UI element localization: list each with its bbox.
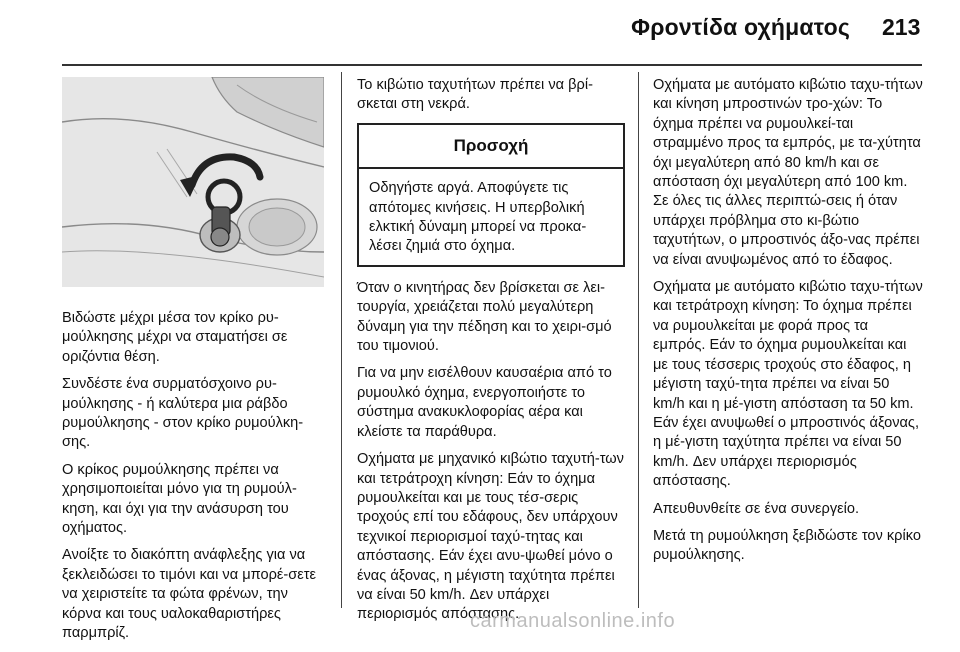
column-divider-2 — [638, 72, 639, 608]
paragraph: Μετά τη ρυμούλκηση ξεβιδώστε τον κρίκο ρυμούλκησης. — [653, 527, 921, 564]
paragraph: Το κιβώτιο ταχυτήτων πρέπει να βρί-σκεται στη νεκρά. — [357, 77, 593, 113]
warning-box — [357, 123, 625, 267]
paragraph: Βιδώστε μέχρι μέσα τον κρίκο ρυ-μούλκησης μέχρι να σταματήσει σε οριζόντια θέση. — [62, 310, 288, 365]
paragraph: Συνδέστε ένα συρματόσχοινο ρυ-μούλκησης - ή καλύτερα μια ράβδο ρυμούλκησης - στον κρίκο ρυμούλκη-σης. — [62, 376, 304, 451]
paragraph: Απευθυνθείτε σε ένα συνεργείο. — [653, 500, 860, 517]
paragraph: Ο κρίκος ρυμούλκησης πρέπει να χρησιμοποιείται μόνο για τη ρυμούλ-κηση, και όχι για την ανάσυρση του οχήματος. — [62, 461, 297, 537]
paragraph: Όταν ο κινητήρας δεν βρίσκεται σε λει-τουργία, χρειάζεται πολύ μεγαλύτερη δύναμη για την πέδηση και το χειρι-σμό του τιμονιού. — [357, 279, 612, 355]
header-divider — [62, 64, 922, 66]
column-left — [62, 309, 330, 652]
warning-text: Οδηγήστε αργά. Αποφύγετε τις απότομες κινήσεις. Η υπερβολική ελκτική δύναμη μπορεί να προκα-λέσει ζημιά στο όχημα. — [369, 180, 587, 255]
page-header-title: Φροντίδα οχήματος — [631, 14, 850, 40]
watermark: carmanualsonline.info — [470, 610, 676, 632]
towing-eye-illustration — [62, 77, 324, 287]
bumper-drawing — [62, 77, 324, 287]
paragraph: Ανοίξτε το διακόπτη ανάφλεξης για να ξεκλειδώσει το τιμόνι και να μπορέ-σετε να χειριστείτε τα φώτα φρένων, την κόρνα και τους υαλοκαθαριστήρες παρμπρίζ. — [62, 547, 317, 642]
paragraph: Οχήματα με αυτόματο κιβώτιο ταχυ-τήτων και κίνηση μπροστινών τρο-χών: Το όχημα πρέπει να ρυμουλκεί-ται στραμμένο προς τα εμπρός, με τα-χύτητα όχι μεγαλύτερη από 80 km/h και σε απόσταση όχι μεγαλύτερη από 100 km. Σε όλες τις άλλες περιπτώ-σεις ή όταν υπάρχει πρόβλημα στο κι-βώτιο ταχυτήτων, ο μπροστινός άξο-νας πρέπει να είναι ανυψωμένος από το έδαφος. — [653, 77, 923, 268]
column-middle — [357, 76, 625, 633]
warning-title: Προσοχή — [359, 125, 623, 169]
paragraph: Οχήματα με αυτόματο κιβώτιο ταχυ-τήτων και τετράτροχη κίνηση: Το όχημα πρέπει να ρυμουλκείται με φορά προς τα εμπρός. Εάν το όχημα ρυμουλκείται και με τους τέσσερις τροχούς στο έδαφος, η μέγιστη ταχύ-τητα πρέπει να είναι 50 km/h και η μέ-γιστη απόσταση τα 50 km. Εάν έχει ανυψωθεί ο μπροστινός άξονας, η μέ-γιστη ταχύτητα πρέπει να είναι 50 km/h. Δεν υπάρχει περιορισμός απόστασης. — [653, 279, 923, 490]
column-divider-1 — [341, 72, 342, 608]
page-number: 213 — [882, 14, 921, 40]
column-right — [653, 76, 923, 574]
paragraph: Για να μην εισέλθουν καυσαέρια από το ρυμουλκό όχημα, ενεργοποιήστε το σύστημα ανακυκλοφορίας αέρα και κλείστε τα παράθυρα. — [357, 365, 612, 440]
paragraph: Οχήματα με μηχανικό κιβώτιο ταχυτή-των και τετράτροχη κίνηση: Εάν το όχημα ρυμουλκείται και με τους τέσ-σερις τροχούς επί του εδάφους, δεν υπάρχουν τεχνικοί περιορισμοί ταχύ-τητας και απόστασης. Εάν έχει ανυ-ψωθεί μόνο ο ένας άξονας, η μέγιστη ταχύτητα πρέπει να είναι 50 km/h. Δεν υπάρχει περιορισμός απόστασης. — [357, 451, 624, 623]
